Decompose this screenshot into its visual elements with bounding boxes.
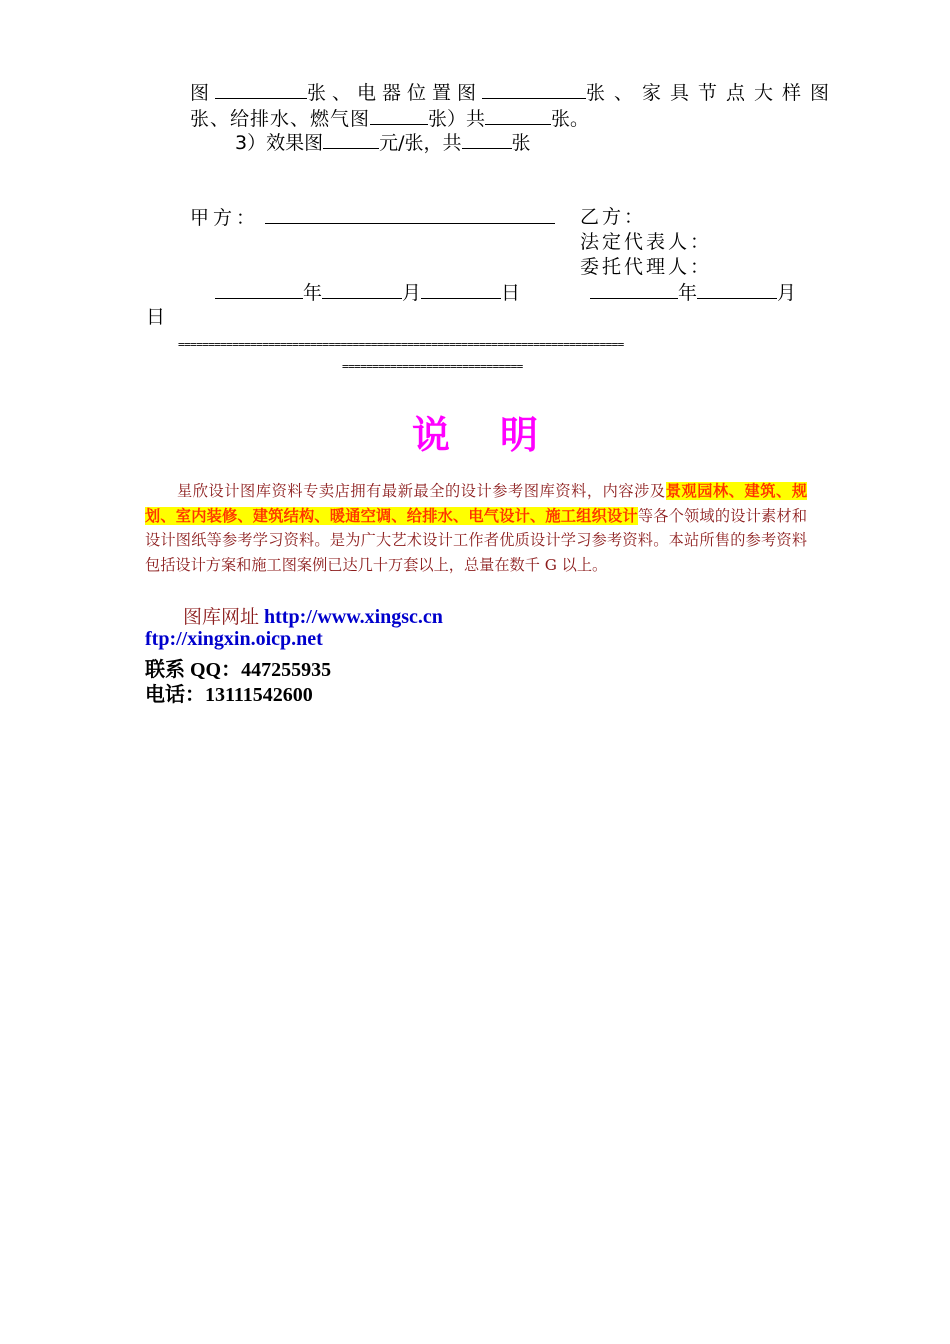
phone-label: 电话： xyxy=(145,684,205,706)
drawing-label: 3）效果图 xyxy=(235,132,324,154)
month-field[interactable] xyxy=(697,280,777,299)
agent-label: 委托代理人： xyxy=(580,256,713,278)
drawing-count-line-2 xyxy=(190,106,589,131)
phone-row xyxy=(145,678,313,707)
year-label: 年 xyxy=(678,282,698,304)
drawing-label: 张、家具节点大样图 xyxy=(586,82,839,104)
blank-field[interactable] xyxy=(482,80,586,99)
drawing-count-line-1 xyxy=(190,80,838,105)
blank-field[interactable] xyxy=(215,80,307,99)
day-field[interactable] xyxy=(421,280,501,299)
phone-number: 13111542600 xyxy=(205,684,313,706)
notice-title: 说明 xyxy=(411,413,588,457)
month-label: 月 xyxy=(777,282,797,304)
party-b-label: 乙方： xyxy=(580,206,647,228)
site-row xyxy=(183,602,443,629)
drawing-label: 张）共 xyxy=(428,108,486,130)
blank-field[interactable] xyxy=(462,130,512,149)
party-a-row xyxy=(190,205,555,230)
drawing-label: 张、电器位置图 xyxy=(307,82,483,104)
party-a-label: 甲方： xyxy=(190,207,260,229)
party-a-field[interactable] xyxy=(265,205,555,224)
separator-line-2: ============================== xyxy=(342,360,523,373)
date-row-party-a xyxy=(215,280,520,305)
day-label: 日 xyxy=(501,282,521,304)
separator-line-1: ========================================================================== xyxy=(178,338,624,351)
legal-rep-label: 法定代表人： xyxy=(580,231,713,253)
month-field[interactable] xyxy=(322,280,402,299)
notice-text: 星欣设计图库资料专卖店拥有最新最全的设计参考图库资料，内容涉及 xyxy=(177,482,666,500)
drawing-label: 元/张，共 xyxy=(379,132,462,154)
month-label: 月 xyxy=(402,282,422,304)
blank-field[interactable] xyxy=(370,106,428,125)
drawing-label: 张、给排水、燃气图 xyxy=(190,108,371,130)
drawing-label: 图 xyxy=(190,82,216,104)
drawing-label: 张。 xyxy=(551,108,590,130)
ftp-link[interactable]: ftp://xingxin.oicp.net xyxy=(145,628,323,650)
notice-paragraph xyxy=(145,479,807,577)
year-field[interactable] xyxy=(590,280,678,299)
site-label: 图库网址 xyxy=(183,606,260,628)
day-label-wrapped: 日 xyxy=(146,306,166,328)
year-label: 年 xyxy=(303,282,323,304)
blank-field[interactable] xyxy=(323,130,379,149)
drawing-label: 张 xyxy=(511,132,531,154)
site-link[interactable]: http://www.xingsc.cn xyxy=(264,606,443,628)
qq-label: 联系 QQ： xyxy=(145,659,242,681)
year-field[interactable] xyxy=(215,280,303,299)
date-row-party-b xyxy=(590,280,796,305)
blank-field[interactable] xyxy=(485,106,551,125)
render-price-line xyxy=(235,130,531,155)
highlighted-categories: 景观园林、建筑、规划、室内装修、建筑结构、暖通空调、给排水、电气设计、施工组织设计 xyxy=(145,482,808,525)
notice-text: 等各个领域的设计素材和设计图纸等参考学习资料。是为广大艺术设计工作者优质设计学习参考资料。本站所售的参考资料包括设计方案和施工图案例已达几十万套以上，总量在数千 G 以上。 xyxy=(145,506,808,574)
qq-number: 447255935 xyxy=(241,659,332,681)
